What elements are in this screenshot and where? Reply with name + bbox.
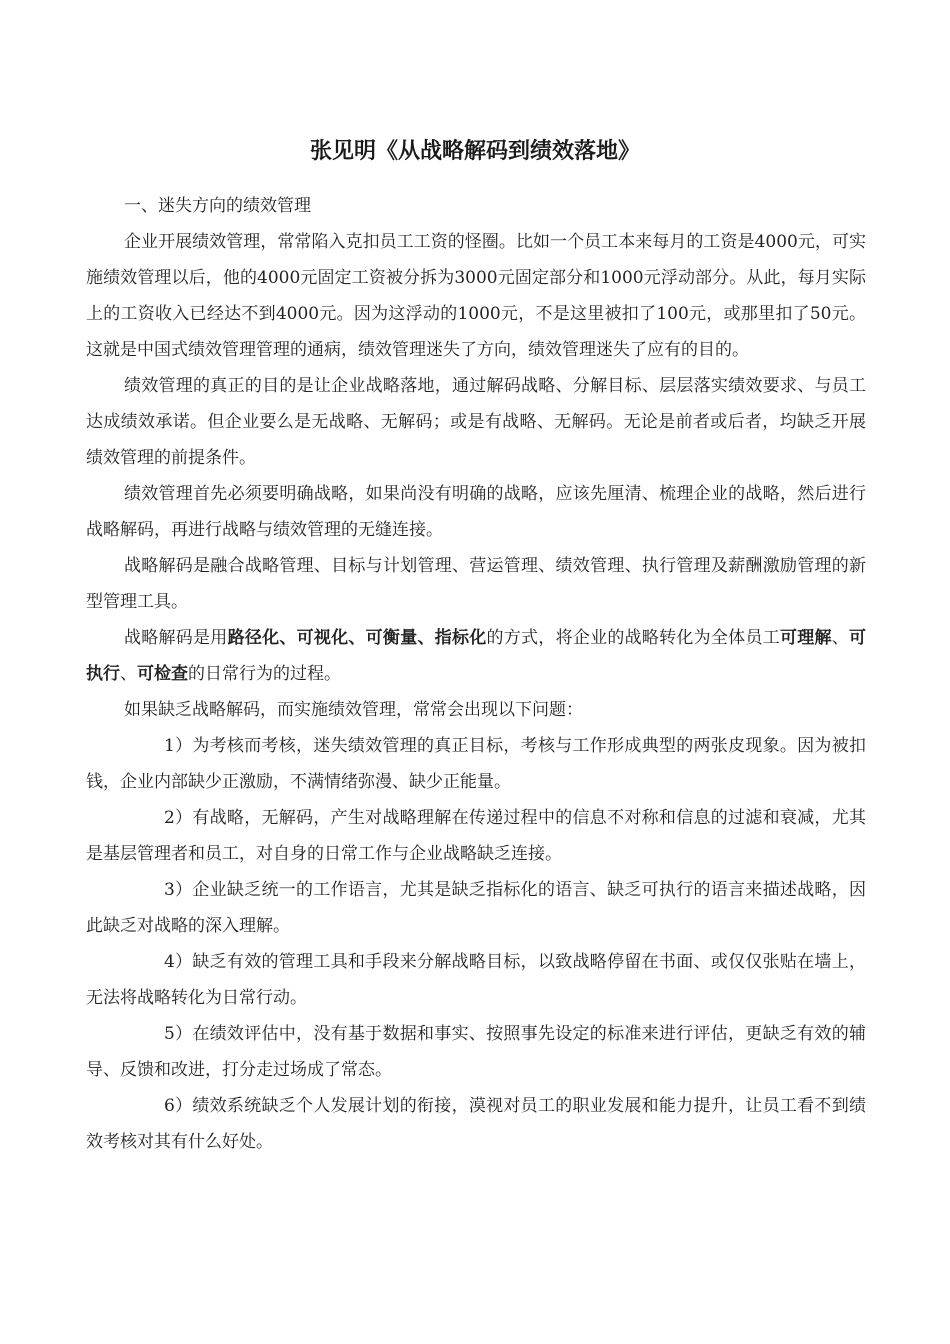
paragraph-5-part-i: 的日常行为的过程。 [188,664,341,684]
list-item-3: 3）企业缺乏统一的工作语言，尤其是缺乏指标化的语言、缺乏可执行的语言来描述战略，因此缺乏对战略的深入理解。 [86,880,866,936]
paragraph-5-part-c: 的方式，将企业的战略转化为全体员工 [486,628,780,648]
list-item-2: 2）有战略，无解码，产生对战略理解在传递过程中的信息不对称和信息的过滤和衰减，尤其是基层管理者和员工，对自身的日常工作与企业战略缺乏连接。 [86,808,866,864]
paragraph-5-bold-understandable: 可理解 [779,628,832,648]
paragraph-5-sep-2: 、 [120,664,137,684]
paragraph-5-part-a: 战略解码是用 [124,628,228,648]
paragraph-5-sep-1: 、 [831,628,850,648]
paragraph-1: 企业开展绩效管理，常常陷入克扣员工工资的怪圈。比如一个员工本来每月的工资是4000元，可实施绩效管理以后，他的4000元固定工资被分拆为3000元固定部分和1000元浮动部分。从此，每月实际上的工资收入已经达不到4000元。因为这浮动的1000元，不是这里被扣了100元，或那里扣了50元。这就是中国式绩效管理管理的通病，绩效管理迷失了方向，绩效管理迷失了应有的目的。 [86,232,866,360]
paragraph-6: 如果缺乏战略解码，而实施绩效管理，常常会出现以下问题： [124,700,583,720]
paragraph-5-bold-executable: 可执行 [86,628,867,684]
paragraph-5-bold-checkable: 可检查 [137,664,188,684]
paragraph-3: 绩效管理首先必须要明确战略，如果尚没有明确的战略，应该先厘清、梳理企业的战略，然后进行战略解码，再进行战略与绩效管理的无缝连接。 [86,484,866,540]
list-item-5: 5）在绩效评估中，没有基于数据和事实、按照事先设定的标准来进行评估，更缺乏有效的辅导、反馈和改进，打分走过场成了常态。 [86,1024,866,1080]
paragraph-2: 绩效管理的真正的目的是让企业战略落地，通过解码战略、分解目标、层层落实绩效要求、与员工达成绩效承诺。但企业要么是无战略、无解码；或是有战略、无解码。无论是前者或后者，均缺乏开展绩效管理的前提条件。 [86,376,866,468]
document-title: 张见明《从战略解码到绩效落地》 [309,139,640,164]
list-item-4: 4）缺乏有效的管理工具和手段来分解战略目标，以致战略停留在书面、或仅仅张贴在墙上，无法将战略转化为日常行动。 [86,952,866,1008]
paragraph-4: 战略解码是融合战略管理、目标与计划管理、营运管理、绩效管理、执行管理及薪酬激励管理的新型管理工具。 [86,556,866,612]
list-item-1: 1）为考核而考核，迷失绩效管理的真正目标，考核与工作形成典型的两张皮现象。因为被扣钱，企业内部缺少正激励，不满情绪弥漫、缺少正能量。 [86,736,866,792]
section-heading: 一、迷失方向的绩效管理 [124,196,311,216]
list-item-6: 6）绩效系统缺乏个人发展计划的衔接，漠视对员工的职业发展和能力提升，让员工看不到绩效考核对其有什么好处。 [86,1096,866,1152]
document-body [86,188,866,1160]
paragraph-5-bold-terms: 路径化、可视化、可衡量、指标化 [227,628,487,648]
paragraph-5 [86,620,866,692]
